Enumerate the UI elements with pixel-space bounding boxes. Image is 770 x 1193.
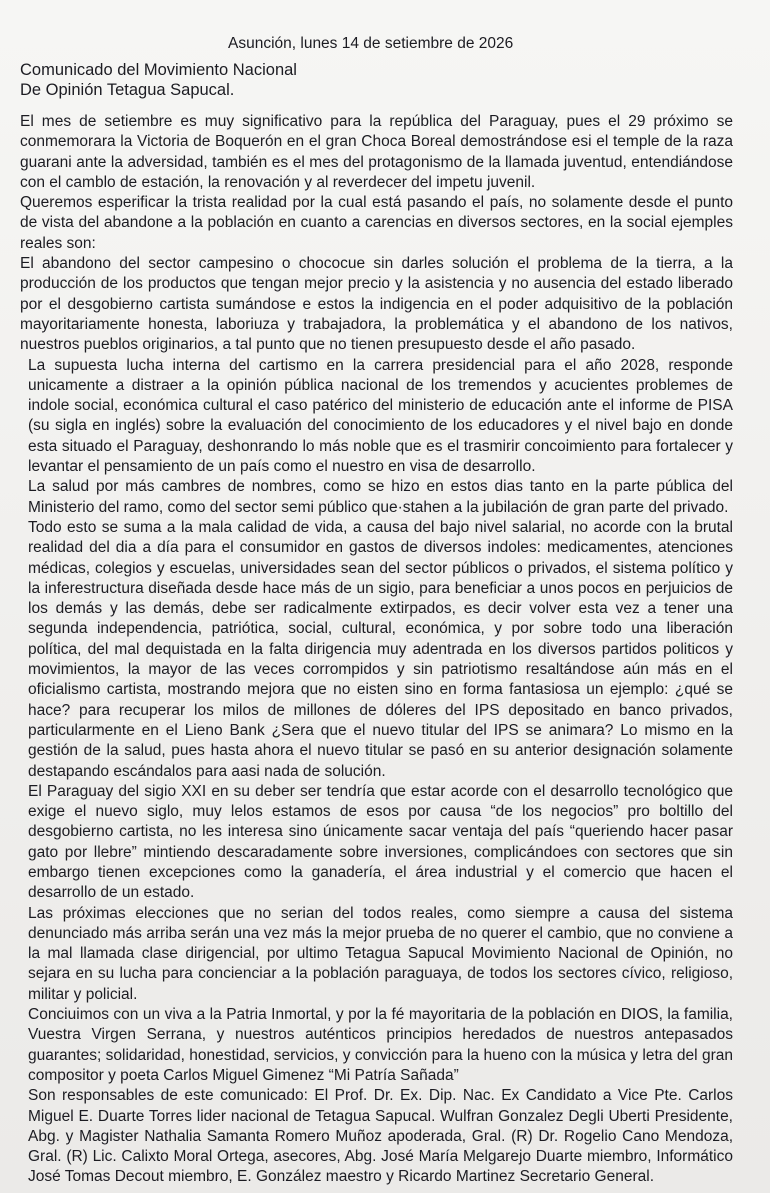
- paragraph-elections: Las próximas elecciones que no serian del todos reales, como siempre a causa del sistema denunciado más arriba serán una vez más la mejor prueba de no querer el cambio, que no conviene a la mal llamada clase dirigencial, por ultimo Tetagua Sapucal Movimiento Nacional de Opinión, no sejara en su lucha para concienciar a la población paraguaya, de todos los sectores cívico, religioso, militar y policial.: [28, 904, 733, 1003]
- paragraph-health: La salud por más cambres de nombres, como se hizo en estos dias tanto en la parte pública del Ministerio del ramo, como del sector semi público que·stahen a la jubilación de gran parte del privado.: [28, 478, 733, 516]
- letter-body: [20, 112, 733, 1188]
- paragraph-september: El mes de setiembre es muy significativo para la república del Paraguay, pues el 29 próximo se conmemorara la Victoria de Boquerón en el gran Choca Boreal demostrándose esi el temple de la raza guarani ante la adversidad, también es el mes del protagonismo de la llamada juventud, entendiándose con el camblo de estación, la renovación y al reverdecer del impetu juvenil.: [20, 113, 733, 191]
- paragraph-reality: Queremos esperificar la trista realidad por la cual está pasando el país, no solamente desde el punto de vista del abandone a la población en cuanto a carencias en diversos sectores, en la social ejemples reales son:: [20, 194, 733, 252]
- paragraph-cartism: La supuesta lucha interna del cartismo en la carrera presidencial para el año 2028, responde unicamente a distraer a la opinión pública nacional de los tremendos y acucientes problemes de indole social, económica cultural el caso patérico del ministerio de educación ante el informe de PISA (su sigla en inglés) sobre la evaluación del conocimiento de los educadores y el nivel bajo en donde esta situado el Paraguay, deshonrando lo más noble que es el trasmirir concoimiento para fortalecer y levantar el pensamiento de un país como el nuestro en visa de desarrollo.: [28, 356, 733, 476]
- paragraph-quality-of-life: Todo esto se suma a la mala calidad de vida, a causa del bajo nivel salarial, no acorde con la brutal realidad del dia a día para el consumidor en gastos de diversos indoles: medicamentes, atenciones médicas, colegios y escuelas, universidades sean del sector públicos o privados, el sistema político y la inferestructura diseñada desde hace más de un sigio, para beneficiar a unos pocos en perjuicios de los demás y las demás, debe ser radicalmente extirpados, es decir volver esta vez a tener una segunda independencia, patriótica, social, cultural, económica, y por sobre todo una liberación política, del mal dequistada en la falta dirigencia muy adentrada en los diversos partidos politicos y movimientos, la mayor de las veces corrompidos y sin patriotismo resaltándose aún más en el oficialismo cartista, mostrando mejora que no eisten sino en forma fantasiosa un ejemplo: ¿qué se hace? para recuperar los milos de millones de dóleres del IPS depositado en banco privados, particularmente en el Lieno Bank ¿Sera que el nuevo titular del IPS se animara? Lo mismo en la gestión de la salud, pues hasta ahora el nuevo titular se pasó en su anterior designación solamente destapando escándalos para aasi nada de solución.: [28, 518, 733, 780]
- paragraph-signatories: Son responsables de este comunicado: El Prof. Dr. Ex. Dip. Nac. Ex Candidato a Vice Pte. Carlos Miguel E. Duarte Torres lider nacional de Tetagua Sapucal. Wulfran Gonzalez Degli Uberti Presidente, Abg. y Magister Nathalia Samanta Romero Muñoz apoderada, Gral. (R) Dr. Rogelio Cano Mendoza, Gral. (R) Lic. Calixto Moral Ortega, asecores, Abg. José María Melgarejo Duarte miembro, Informático José Tomas Decout miembro, E. González maestro y Ricardo Martinez Secretario General.: [28, 1087, 733, 1186]
- heading-line-2: De Opinión Tetagua Sapucal.: [20, 81, 235, 99]
- paragraph-paraguay-xxi: El Paraguay del sigio XXI en su deber ser tendría que estar acorde con el desarrollo tecnológico que exige el nuevo siglo, muy lelos estamos de esos por causa “de los negocios” pro boltillo del desgobierno cartista, no les interesa sino únicamente sacar ventaja del país “queriendo hacer pasar gato por llebre” mintiendo descaradamente sobre inversiones, complicándoes con sectores que sin embargo tienen excepciones como la ganadería, el área industrial y el comercio que hacen el desarrollo de un estado.: [28, 782, 733, 902]
- letter-heading: [20, 60, 297, 100]
- heading-line-1: Comunicado del Movimiento Nacional: [20, 61, 297, 79]
- paragraph-conclusion: Conciuimos con un viva a la Patria Inmortal, y por la fé mayoritaria de la población en DIOS, la familia, Vuestra Virgen Serrana, y nuestros auténticos principios heredados de nuestros antepasados guarantes; solidaridad, honestidad, servicios, y convicción para la hueno con la música y letra del gran compositor y poeta Carlos Miguel Gimenez “Mi Patría Sañada”: [28, 1006, 733, 1084]
- paragraph-peasants: El abandono del sector campesino o chococue sin darles solución el problema de la tierra, a la producción de los productos que tengan mejor precio y la asistencia y no ausencia del estado liberado por el desgobierno cartista sumándose e estos la indigencia en el poder adquisitivo de la población mayoritariamente honesta, laboriuza y trabajadora, la problemática y el abandono de los nativos, nuestros pueblos originarios, a tal punto que no tienen presupuesto desde el año pasado.: [20, 255, 733, 354]
- letter-date: Asunción, lunes 14 de setiembre de 2026: [228, 35, 514, 52]
